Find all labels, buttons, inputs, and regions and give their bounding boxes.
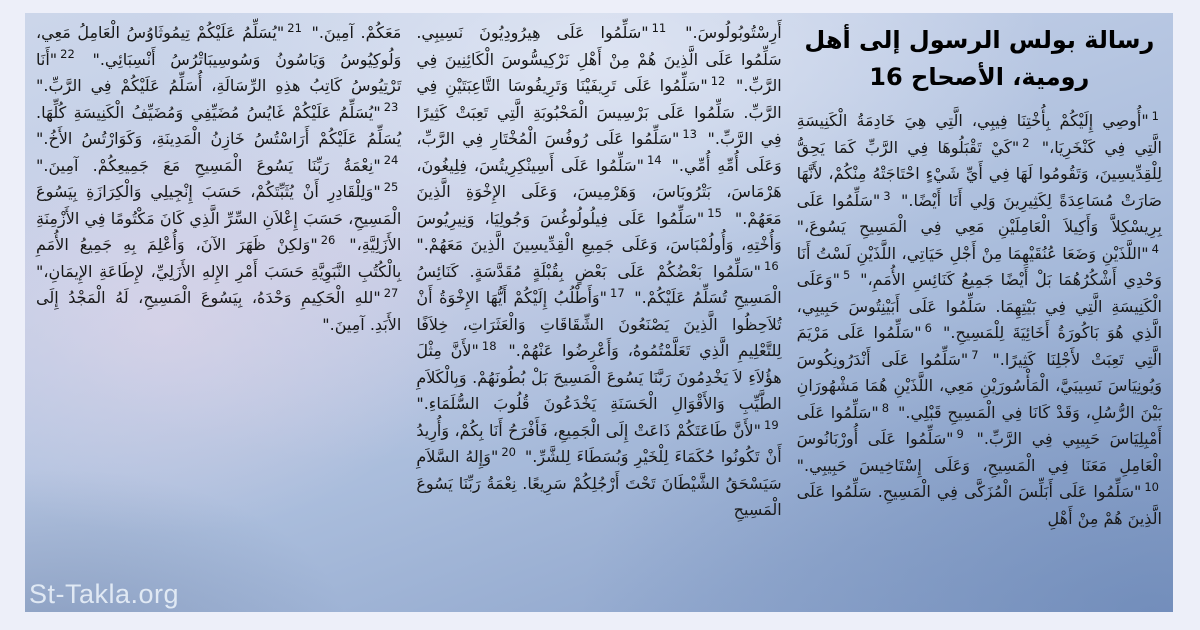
verse-number: 13 <box>682 126 697 141</box>
verse-number: 12 <box>710 73 726 88</box>
verses-11-20: أَرِسْتُوبُولُوسَ." $^{11}$"سَلِّمُوا عَلَى هِيرُودِيُونَ نَسِيبِي. سَلِّمُوا عَلَى الَّذِينَ هُمْ مِنْ أَهْلِ نَرْكِيسُّوسَ الْكَائِنِينَ فِي الرَّبِّ." $^{12}$"سَلِّمُوا عَلَى تَرِيفَيْنَا وَتَرِيفُوسَا التَّاعِبَتَيْنِ فِي الرَّبِّ. سَلِّمُوا عَلَى بَرْسِيسَ الْمَحْبُوبَةِ الَّتِي تَعِبَتْ كَثِيرًا فِي الرَّبِّ." $^{13}$"سَلِّمُوا عَلَى رُوفُسَ الْمُخْتَارِ فِي الرَّبِّ، وَعَلَى أُمِّهِ أُمِّي." $^{14}$"سَلِّمُوا عَلَى أَسِينْكِرِيتُسَ، فِلِيغُونَ، هَرْمَاسَ، بَتْرُوبَاسَ، وَهَرْمِيسَ، وَعَلَى الإِخْوَةِ الَّذِينَ مَعَهُمْ." $^{15}$"سَلِّمُوا عَلَى فِيلُولُوغُسَ وَجُولِيَا، وَنِيرِيُوسَ وَأُخْتِهِ، وَأُولُمْبَاسَ، وَعَلَى جَمِيعِ الْقِدِّيسِينَ الَّذِينَ مَعَهُمْ." $^{16}$"سَلِّمُوا بَعْضُكُمْ عَلَى بَعْضٍ بِقُبْلَةٍ مُقَدَّسَةٍ. كَنَائِسُ الْمَسِيحِ تُسَلِّمُ عَلَيْكُمْ." $^{17}$"وَأَطْلُبُ إِلَيْكُمْ أَيُّهَا الإِخْوَةُ أَنْ تُلاَحِظُوا الَّذِينَ يَصْنَعُونَ الشِّقَاقَاتِ وَالْعَثَرَاتِ، خِلاَفًا لِلتَّعْلِيمِ الَّذِي تَعَلَّمْتُمُوهُ، وَأَعْرِضُوا عَنْهُمْ." $^{18}$"لأَنَّ مِثْلَ هؤُلاَءِ لاَ يَخْدِمُونَ رَبَّنَا يَسُوعَ الْمَسِيحَ بَلْ بُطُونَهُمْ. وَبِالْكَلاَمِ الطَّيِّبِ وَالأَقْوَالِ الْحَسَنَةِ يَخْدَعُونَ قُلُوبَ السُّلَمَاءِ." $^{19}$"لأَنَّ طَاعَتَكُمْ ذَاعَتْ إِلَى الْجَمِيعِ، فَأَفْرَحُ أَنَا بِكُمْ، وَأُرِيدُ أَنْ تَكُونُوا حُكَمَاءَ لِلْخَيْرِ وَبُسَطَاءَ لِلشَّرِّ." $^{20}$"وَإِلهُ السَّلاَمِ سَيَسْحَقُ الشَّيْطَانَ تَحْتَ أَرْجُلِكُمْ سَرِيعًا. نِعْمَةُ رَبِّنَا يَسُوعَ الْمَسِيحِ <box>416 20 782 519</box>
verses-1-10: $^1$"أُوصِي إِلَيْكُمْ بِأُخْتِنَا فِيبِي، الَّتِي هِيَ خَادِمَةُ الْكَنِيسَةِ الَّتِي فِي كَنْخَرِيَا،" $^2$"كَيْ تَقْبَلُوهَا فِي الرَّبِّ كَمَا يَحِقُّ لِلْقِدِّيسِينَ، وَتَقُومُوا لَهَا فِي أَيِّ شَيْءٍ احْتَاجَتْهُ مِنْكُمْ، لأَنَّهَا صَارَتْ مُسَاعِدَةً لِكَثِيرِينَ وَلِي أَنَا أَيْضًا." $^3$"سَلِّمُوا عَلَى بِرِيسْكِلاَّ وَأَكِيلاَ الْعَامِلَيْنِ مَعِي فِي الْمَسِيحِ يَسُوعَ،" $^4$"اللَّذَيْنِ وَضَعَا عُنُقَيْهِمَا مِنْ أَجْلِ حَيَاتِي، اللَّذَيْنِ لَسْتُ أَنَا وَحْدِي أَشْكُرُهُمَا بَلْ أَيْضًا جَمِيعُ كَنَائِسِ الأُمَمِ،" $^5$"وَعَلَى الْكَنِيسَةِ الَّتِي فِي بَيْتِهِمَا. سَلِّمُوا عَلَى أَبَيْنِتُوسَ حَبِيبِي، الَّذِي هُوَ بَاكُورَةُ أَخَائِيَةَ لِلْمَسِيحِ." $^6$"سَلِّمُوا عَلَى مَرْيَمَ الَّتِي تَعِبَتْ لأَجْلِنَا كَثِيرًا." $^7$"سَلِّمُوا عَلَى أَنْدَرُونِكُوسَ وَيُونِيَاسَ نَسِيبَيَّ، الْمَأْسُورَيْنِ مَعِي، اللَّذَيْنِ هُمَا مَشْهُورَانِ بَيْنَ الرُّسُلِ، وَقَدْ كَانَا فِي الْمَسِيحِ قَبْلِي." $^8$"سَلِّمُوا عَلَى أَمْبِلِيَاسَ حَبِيبِي فِي الرَّبِّ." $^9$"سَلِّمُوا عَلَى أُورْبَانُوسَ الْعَامِلِ مَعَنَا فِي الْمَسِيحِ، وَعَلَى إِسْتَاخِيسَ حَبِيبِي." $^{10}$"سَلِّمُوا عَلَى أَبَلِّسَ الْمُزَكَّى فِي الْمَسِيحِ. سَلِّمُوا عَلَى الَّذِينَ هُمْ مِنْ أَهْلِ <box>796 109 1163 528</box>
verse-number: 4 <box>1151 241 1159 256</box>
column-third <box>36 20 401 606</box>
verse-number: 3 <box>883 188 891 203</box>
verse-number: 9 <box>956 427 964 442</box>
verse-number: 27 <box>383 285 399 300</box>
page-title: رسالة بولس الرسول إلى أهل رومية، الأصحاح 16 <box>804 26 1155 92</box>
sky-photo-background <box>25 13 1173 612</box>
verse-number: 5 <box>842 268 851 283</box>
column-second <box>416 20 781 606</box>
verse-number: 17 <box>610 285 625 300</box>
verse-number: 23 <box>383 100 399 115</box>
verse-number: 25 <box>383 179 399 194</box>
column-first <box>797 20 1162 606</box>
verse-number: 14 <box>646 153 662 168</box>
verse-number: 16 <box>764 259 779 274</box>
verse-number: 20 <box>501 444 516 459</box>
site-watermark: St-Takla.org <box>29 579 180 609</box>
verse-number: 18 <box>481 338 497 353</box>
verse-number: 19 <box>764 418 779 433</box>
text-columns <box>25 13 1173 612</box>
verse-number: 7 <box>971 347 979 362</box>
verse-number: 6 <box>924 321 932 336</box>
verse-number: 1 <box>1151 109 1159 124</box>
verse-number: 8 <box>881 400 890 415</box>
verse-number: 2 <box>1022 135 1030 150</box>
verse-number: 10 <box>1144 480 1159 495</box>
verse-number: 22 <box>60 47 75 62</box>
verses-21-27: مَعَكُمْ. آمِينَ." $^{21}$"يُسَلِّمُ عَلَيْكُمْ تِيمُوثَاوُسُ الْعَامِلُ مَعِي، وَلُوكِيُوسُ وَيَاسُونُ وَسُوسِيبَاتْرُسُ أَنْسِبَائِي." $^{22}$"أَنَا تَرْتِيُوسُ كَاتِبُ هذِهِ الرِّسَالَةِ، أُسَلِّمُ عَلَيْكُمْ فِي الرَّبِّ." $^{23}$"يُسَلِّمُ عَلَيْكُمْ غَايُسُ مُضَيِّفِي وَمُضَيِّفُ الْكَنِيسَةِ كُلِّهَا. يُسَلِّمُ عَلَيْكُمْ أَرَاسْتُسُ خَازِنُ الْمَدِينَةِ، وَكَوَارْتُسُ الأَخُ." $^{24}$"نِعْمَةُ رَبِّنَا يَسُوعَ الْمَسِيحِ مَعَ جَمِيعِكُمْ. آمِينَ." $^{25}$"وَلِلْقَادِرِ أَنْ يُثَبِّتَكُمْ، حَسَبَ إِنْجِيلِي وَالْكِرَازَةِ بِيَسُوعَ الْمَسِيحِ، حَسَبَ إِعْلاَنِ السِّرِّ الَّذِي كَانَ مَكْتُومًا فِي الأَزْمِنَةِ الأَزَلِيَّةِ،" $^{26}$"وَلكِنْ ظَهَرَ الآنَ، وَأُعْلِمَ بِهِ جَمِيعُ الأُمَمِ بِالْكُتُبِ النَّبَوِيَّةِ حَسَبَ أَمْرِ الإِلهِ الأَزَلِيِّ، لإِطَاعَةِ الإِيمَانِ،" $^{27}$"للهِ الْحَكِيمِ وَحْدَهُ، بِيَسُوعَ الْمَسِيحِ، لَهُ الْمَجْدُ إِلَى الأَبَدِ. آمِينَ." <box>36 20 402 334</box>
verse-number: 21 <box>287 20 302 35</box>
verse-number: 15 <box>707 206 722 221</box>
verse-number: 26 <box>320 232 336 247</box>
verse-number: 11 <box>651 20 667 35</box>
verse-number: 24 <box>383 153 399 168</box>
